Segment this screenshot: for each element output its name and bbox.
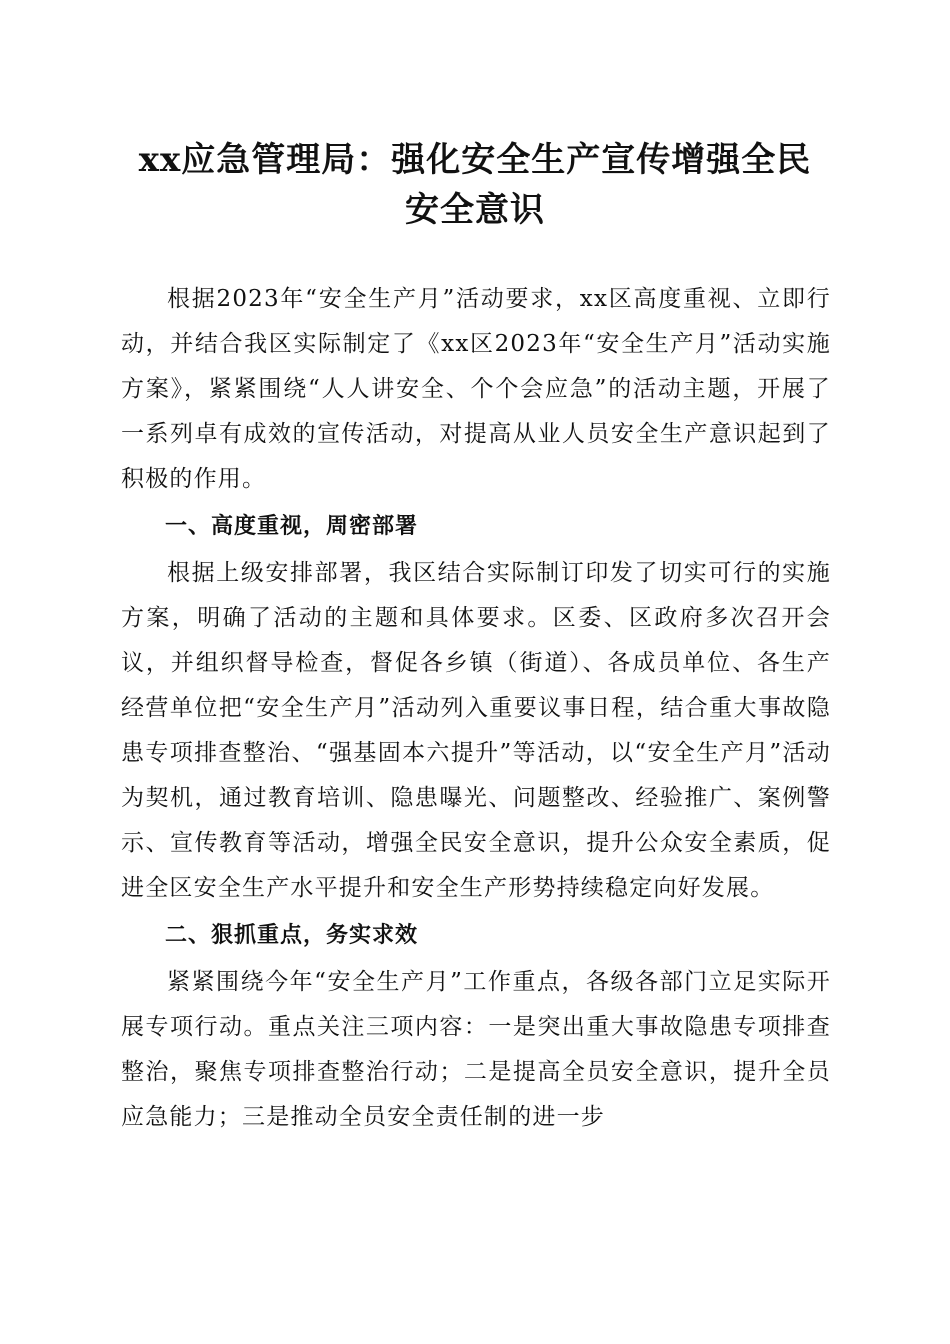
section-2-paragraph: 紧紧围绕今年“安全生产月”工作重点，各级各部门立足实际开展专项行动。重点关注三项内容：一是突出重大事故隐患专项排查整治，聚焦专项排查整治行动；二是提高全员安全意识，提升全员应急能力；三是推动全员安全责任制的进一步 [121,969,831,1130]
section-2-heading: 二、狠抓重点，务实求效 [165,923,419,948]
section-1-paragraph: 根据上级安排部署，我区结合实际制订印发了切实可行的实施方案，明确了活动的主题和具体要求。区委、区政府多次召开会议，并组织督导检查，督促各乡镇（街道）、各成员单位、各生产经营单位把“安全生产月”活动列入重要议事日程，结合重大事故隐患专项排查整治、“强基固本六提升”等活动，以“安全生产月”活动为契机，通过教育培训、隐患曝光、问题整改、经验推广、案例警示、宣传教育等活动，增强全民安全意识，提升公众安全素质，促进全区安全生产水平提升和安全生产形势持续稳定向好发展。 [121,560,831,901]
intro-paragraph: 根据2023年“安全生产月”活动要求，xx区高度重视、立即行动，并结合我区实际制定了《xx区2023年“安全生产月”活动实施方案》，紧紧围绕“人人讲安全、个个会应急”的活动主题，开展了一系列卓有成效的宣传活动，对提高从业人员安全生产意识起到了积极的作用。 [121,286,831,492]
document-title [100,135,850,235]
section-1-heading: 一、高度重视，周密部署 [165,514,419,539]
title-line-2: 安全意识 [405,190,545,230]
document-body [121,277,831,1140]
title-line-1: xx应急管理局：强化安全生产宣传增强全民 [138,140,812,180]
